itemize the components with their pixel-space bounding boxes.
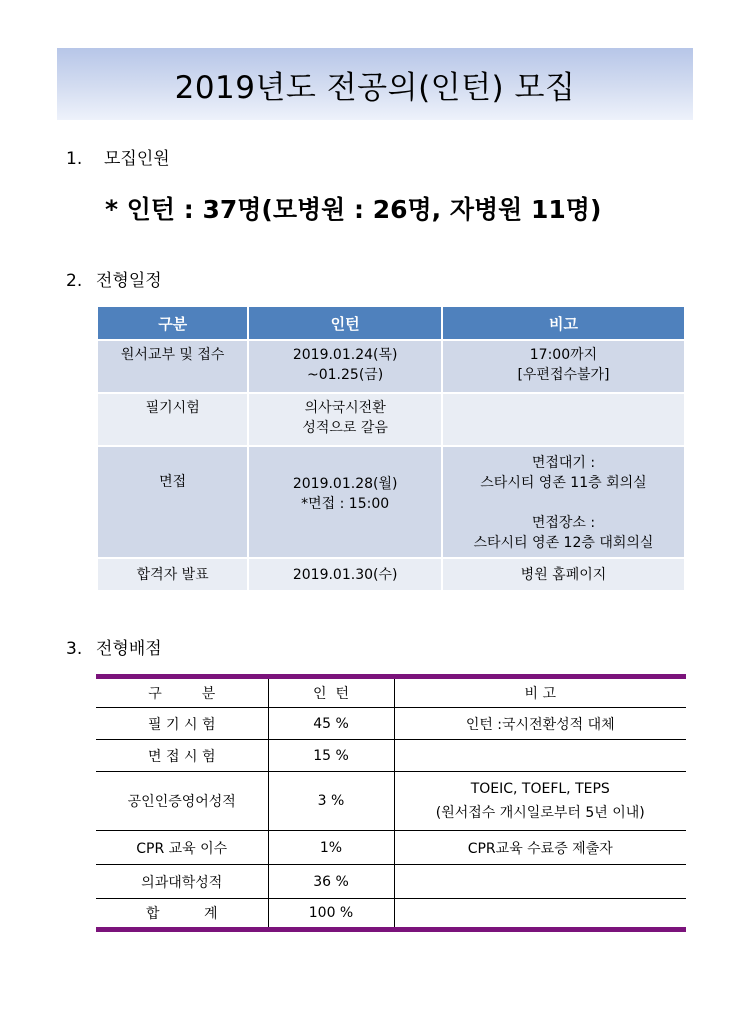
section-2-label: 전형일정 [96, 271, 162, 291]
scoring-note-cell [394, 740, 686, 772]
cell-text: *면접 : 15:00 [301, 496, 390, 512]
schedule-row [97, 393, 685, 446]
schedule-item-cell [97, 558, 248, 591]
cell-text: 원서교부 및 접수 [120, 347, 225, 363]
scoring-score-cell: 1% [268, 831, 394, 865]
scoring-score-cell: 45 % [268, 708, 394, 740]
schedule-item-cell [97, 446, 248, 558]
cell-text: [우편접수불가] [517, 367, 610, 383]
cell-text: (원서접수 개시일로부터 5년 이내) [435, 805, 645, 821]
schedule-note-cell [442, 340, 685, 393]
scoring-item-cell: 의과대학성적 [96, 865, 268, 899]
scoring-item-cell: 필 기 시 험 [96, 708, 268, 740]
schedule-intern-cell [248, 393, 442, 446]
section-2-heading [66, 266, 162, 291]
scoring-row [96, 740, 686, 772]
cell-text: 의사국시전환 [304, 400, 386, 416]
section-1-heading [66, 144, 170, 169]
cell-text: 면접대기 : [531, 455, 596, 471]
section-2-number: 2. [66, 271, 83, 291]
scoring-row [96, 865, 686, 899]
cell-text: 스타시티 영존 12층 대회의실 [473, 535, 654, 551]
schedule-item-cell [97, 393, 248, 446]
cell-text: CPR교육 수료증 제출자 [467, 840, 613, 857]
scoring-header-cell: 비 고 [394, 677, 686, 708]
scoring-row [96, 831, 686, 865]
cell-text: TOEIC, TOEFL, TEPS [470, 781, 610, 797]
schedule-header-row [97, 306, 685, 340]
cell-text: 2019.01.24(목) [292, 347, 398, 363]
scoring-item-cell: CPR 교육 이수 [96, 831, 268, 865]
scoring-item-cell: 합 계 [96, 899, 268, 930]
cell-text: 필기시험 [145, 400, 200, 416]
scoring-note-cell [394, 772, 686, 831]
schedule-row [97, 340, 685, 393]
scoring-row [96, 708, 686, 740]
cell-text: ~01.25(금) [307, 367, 384, 383]
scoring-row [96, 772, 686, 831]
scoring-score-cell: 36 % [268, 865, 394, 899]
schedule-intern-cell [248, 340, 442, 393]
scoring-table [96, 674, 686, 932]
page-title: 2019년도 전공의(인턴) 모집 [174, 69, 576, 106]
section-3-heading [66, 634, 162, 659]
schedule-row [97, 446, 685, 558]
cell-text: 성적으로 갈음 [302, 420, 388, 436]
schedule-header-cell: 구분 [97, 306, 248, 340]
scoring-header-cell: 구 분 [96, 677, 268, 708]
schedule-row [97, 558, 685, 591]
scoring-score-cell: 3 % [268, 772, 394, 831]
scoring-score-cell: 100 % [268, 899, 394, 930]
scoring-note-cell [394, 899, 686, 930]
cell-text: 2019.01.30(수) [292, 566, 398, 583]
schedule-intern-cell [248, 446, 442, 558]
schedule-intern-cell [248, 558, 442, 591]
cell-text: 면접 [159, 474, 187, 490]
section-1-label: 모집인원 [104, 149, 170, 169]
cell-text: 합격자 발표 [136, 566, 209, 583]
schedule-header-cell: 비고 [442, 306, 685, 340]
scoring-header-row [96, 677, 686, 708]
cell-text: 2019.01.28(월) [292, 476, 398, 492]
schedule-header-cell: 인턴 [248, 306, 442, 340]
scoring-note-cell [394, 865, 686, 899]
section-3-number: 3. [66, 639, 83, 659]
scoring-header-cell: 인 턴 [268, 677, 394, 708]
cell-text: 스타시티 영존 11층 회의실 [480, 475, 647, 491]
scoring-row [96, 899, 686, 930]
recruitment-headline: * 인턴 : 37명(모병원 : 26명, 자병원 11명) [105, 195, 602, 224]
schedule-note-cell [442, 446, 685, 558]
schedule-table [96, 305, 686, 592]
scoring-note-cell [394, 831, 686, 865]
schedule-note-cell [442, 393, 685, 446]
section-1-number: 1. [66, 149, 83, 169]
cell-text: 인턴 :국시전환성적 대체 [465, 716, 615, 733]
scoring-note-cell [394, 708, 686, 740]
cell-text: 17:00까지 [529, 347, 598, 363]
scoring-item-cell: 공인인증영어성적 [96, 772, 268, 831]
cell-spacer [447, 493, 680, 513]
scoring-item-cell: 면 접 시 험 [96, 740, 268, 772]
schedule-item-cell [97, 340, 248, 393]
section-3-label: 전형배점 [96, 639, 162, 659]
cell-text: 면접장소 : [531, 515, 596, 531]
title-banner [57, 48, 693, 120]
schedule-note-cell [442, 558, 685, 591]
cell-text: 병원 홈페이지 [520, 566, 607, 583]
scoring-score-cell: 15 % [268, 740, 394, 772]
